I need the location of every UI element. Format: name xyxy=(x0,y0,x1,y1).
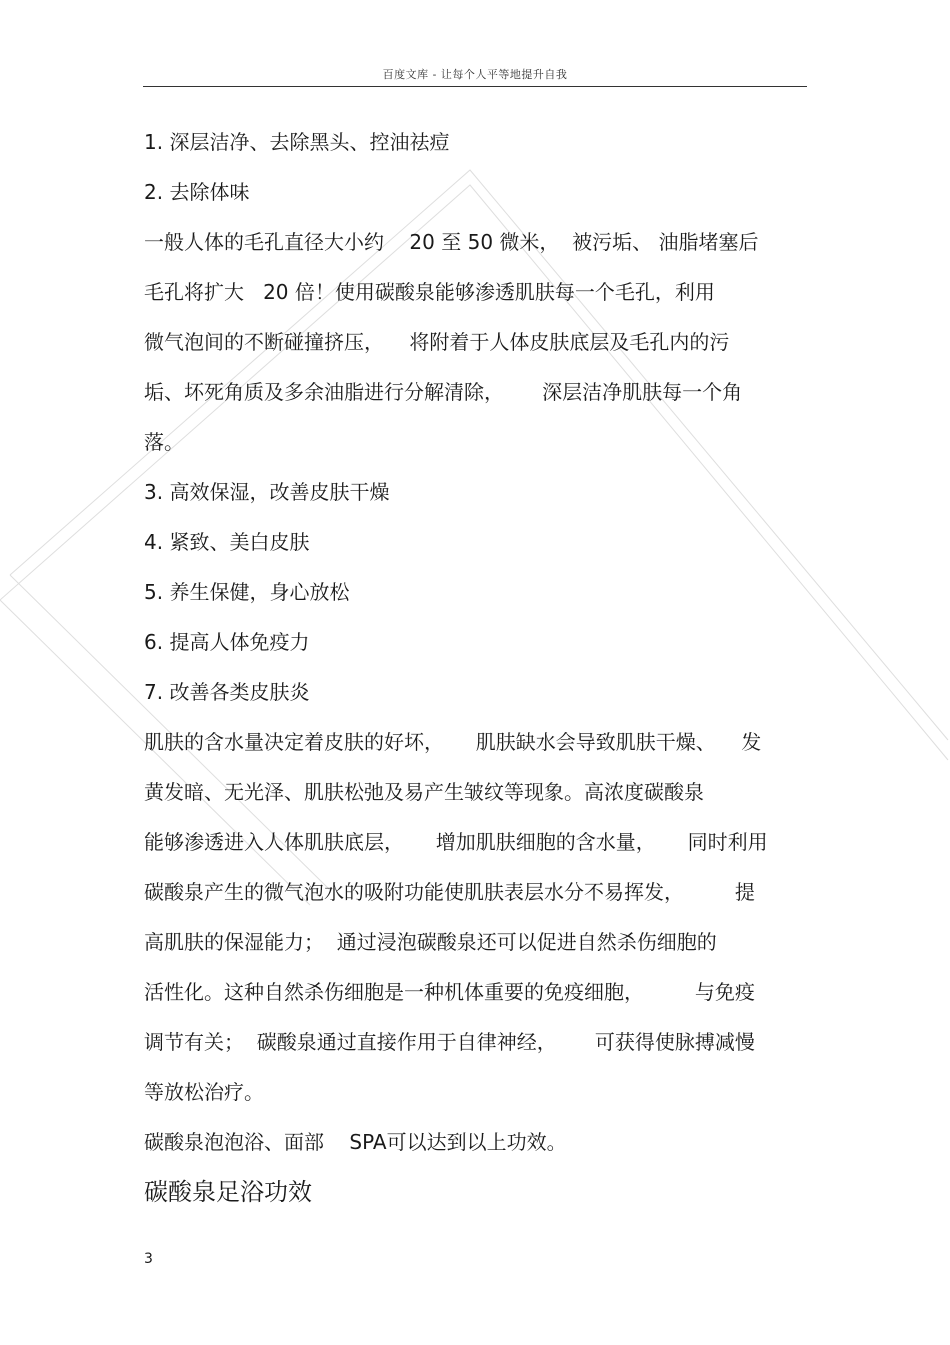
list-item-1: 1. 深层洁净、去除黑头、控油祛痘 xyxy=(144,130,450,154)
paragraph-line: 能够渗透进入人体肌肤底层， 增加肌肤细胞的含水量， 同时利用 xyxy=(144,830,768,854)
paragraph-line: 调节有关； 碳酸泉通过直接作用于自律神经， 可获得使脉搏减慢 xyxy=(144,1030,755,1054)
paragraph-line: 黄发暗、无光泽、肌肤松弛及易产生皱纹等现象。高浓度碳酸泉 xyxy=(144,780,704,804)
list-item-6: 6. 提高人体免疫力 xyxy=(144,630,310,654)
paragraph-line: 高肌肤的保湿能力； 通过浸泡碳酸泉还可以促进自然杀伤细胞的 xyxy=(144,930,717,954)
list-item-4: 4. 紧致、美白皮肤 xyxy=(144,530,310,554)
list-item-3: 3. 高效保湿，改善皮肤干燥 xyxy=(144,480,390,504)
list-item-2: 2. 去除体味 xyxy=(144,180,250,204)
header-title: 百度文库 - 让每个人平等地提升自我 xyxy=(382,68,568,81)
paragraph-line: 肌肤的含水量决定着皮肤的好坏， 肌肤缺水会导致肌肤干燥、 发 xyxy=(144,730,762,754)
page-header xyxy=(143,64,807,87)
list-item-7: 7. 改善各类皮肤炎 xyxy=(144,680,310,704)
paragraph-line: 垢、坏死角质及多余油脂进行分解清除， 深层洁净肌肤每一个角 xyxy=(144,380,743,404)
page-number: 3 xyxy=(144,1251,153,1267)
paragraph-line: 等放松治疗。 xyxy=(144,1080,264,1104)
paragraph-line: 活性化。这种自然杀伤细胞是一种机体重要的免疫细胞， 与免疫 xyxy=(144,980,755,1004)
paragraph-line: 毛孔将扩大 20 倍！使用碳酸泉能够渗透肌肤每一个毛孔，利用 xyxy=(144,280,715,304)
paragraph-line: 碳酸泉产生的微气泡水的吸附功能使肌肤表层水分不易挥发， 提 xyxy=(144,880,755,904)
list-item-5: 5. 养生保健，身心放松 xyxy=(144,580,350,604)
summary-line: 碳酸泉泡泡浴、面部 SPA可以达到以上功效。 xyxy=(144,1130,567,1154)
document-body xyxy=(144,124,814,1218)
paragraph-line: 落。 xyxy=(144,430,184,454)
paragraph-line: 一般人体的毛孔直径大小约 20 至 50 微米， 被污垢、 油脂堵塞后 xyxy=(144,230,759,254)
section-heading: 碳酸泉足浴功效 xyxy=(144,1178,312,1206)
paragraph-line: 微气泡间的不断碰撞挤压， 将附着于人体皮肤底层及毛孔内的污 xyxy=(144,330,730,354)
